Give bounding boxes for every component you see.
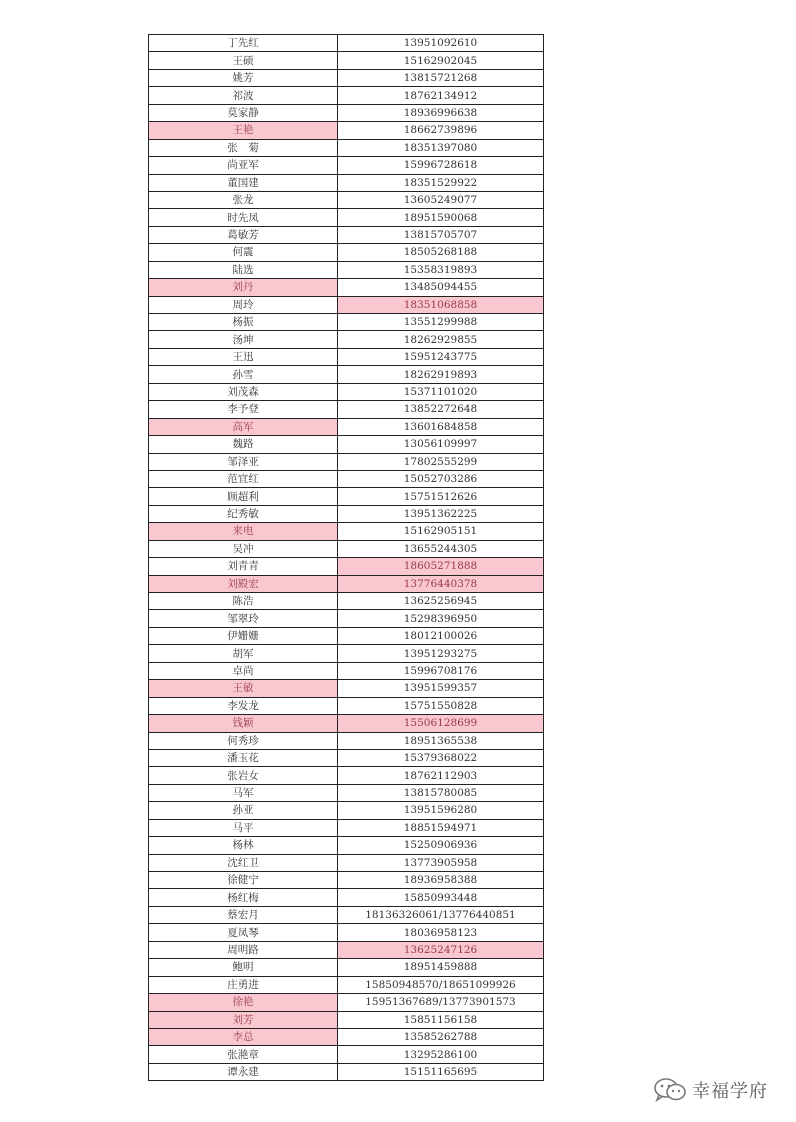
name-cell: 刘丹 — [149, 279, 338, 296]
name-cell: 王硕 — [149, 52, 338, 69]
name-cell: 汤坤 — [149, 331, 338, 348]
name-cell: 杨振 — [149, 314, 338, 331]
phone-cell: 18951365538 — [338, 732, 544, 749]
phone-cell: 15751512626 — [338, 488, 544, 505]
table-row — [149, 540, 544, 557]
phone-cell: 13852272648 — [338, 401, 544, 418]
name-cell: 潘玉花 — [149, 749, 338, 766]
name-cell: 邹翠玲 — [149, 610, 338, 627]
name-cell: 张滟章 — [149, 1046, 338, 1063]
table-row — [149, 418, 544, 435]
phone-cell: 13951293275 — [338, 645, 544, 662]
name-cell: 徐艳 — [149, 994, 338, 1011]
table-row — [149, 1028, 544, 1045]
name-cell: 邹泽亚 — [149, 453, 338, 470]
table-row — [149, 505, 544, 522]
phone-cell: 15298396950 — [338, 610, 544, 627]
phone-cell: 13951596280 — [338, 802, 544, 819]
name-cell: 周玲 — [149, 296, 338, 313]
table-row — [149, 52, 544, 69]
name-cell: 葛敏芳 — [149, 226, 338, 243]
table-row — [149, 331, 544, 348]
table-row — [149, 35, 544, 52]
phone-cell: 18136326061/13776440851 — [338, 906, 544, 923]
phone-cell: 15506128699 — [338, 715, 544, 732]
name-cell: 董国建 — [149, 174, 338, 191]
name-cell: 伊姗姗 — [149, 627, 338, 644]
phone-cell: 17802555299 — [338, 453, 544, 470]
phone-cell: 13625247126 — [338, 941, 544, 958]
phone-cell: 18012100026 — [338, 627, 544, 644]
table-row — [149, 157, 544, 174]
table-row — [149, 976, 544, 993]
contact-table — [148, 34, 544, 1081]
name-cell: 王艳 — [149, 122, 338, 139]
phone-cell: 15850993448 — [338, 889, 544, 906]
watermark — [653, 1075, 768, 1105]
phone-cell: 13056109997 — [338, 436, 544, 453]
phone-cell: 15951243775 — [338, 348, 544, 365]
name-cell: 孙雪 — [149, 366, 338, 383]
phone-cell: 18662739896 — [338, 122, 544, 139]
table-row — [149, 941, 544, 958]
table-row — [149, 645, 544, 662]
name-cell: 姚芳 — [149, 69, 338, 86]
phone-cell: 13815721268 — [338, 69, 544, 86]
name-cell: 钱颖 — [149, 715, 338, 732]
wechat-icon — [653, 1077, 687, 1103]
name-cell: 刘青青 — [149, 558, 338, 575]
table-row — [149, 959, 544, 976]
name-cell: 何秀珍 — [149, 732, 338, 749]
table-row — [149, 139, 544, 156]
table-row — [149, 593, 544, 610]
table-row — [149, 523, 544, 540]
table-row — [149, 889, 544, 906]
name-cell: 孙亚 — [149, 802, 338, 819]
table-row — [149, 87, 544, 104]
phone-cell: 15371101020 — [338, 383, 544, 400]
name-cell: 刘芳 — [149, 1011, 338, 1028]
name-cell: 丁先红 — [149, 35, 338, 52]
phone-cell: 13605249077 — [338, 191, 544, 208]
phone-cell: 18762134912 — [338, 87, 544, 104]
phone-cell: 13295286100 — [338, 1046, 544, 1063]
phone-cell: 13815780085 — [338, 784, 544, 801]
table-row — [149, 994, 544, 1011]
phone-cell: 13815705707 — [338, 226, 544, 243]
table-row — [149, 610, 544, 627]
name-cell: 李总 — [149, 1028, 338, 1045]
phone-cell: 13776440378 — [338, 575, 544, 592]
watermark-text: 幸福学府 — [692, 1081, 768, 1102]
name-cell: 徐健宁 — [149, 872, 338, 889]
phone-cell: 15850948570/18651099926 — [338, 976, 544, 993]
phone-cell: 15358319893 — [338, 261, 544, 278]
phone-cell: 18351397080 — [338, 139, 544, 156]
table-row — [149, 697, 544, 714]
phone-cell: 18351529922 — [338, 174, 544, 191]
name-cell: 李发龙 — [149, 697, 338, 714]
name-cell: 祁波 — [149, 87, 338, 104]
table-row — [149, 226, 544, 243]
table-row — [149, 69, 544, 86]
table-row — [149, 627, 544, 644]
name-cell: 时先凤 — [149, 209, 338, 226]
name-cell: 尚亚军 — [149, 157, 338, 174]
table-row — [149, 784, 544, 801]
table-row — [149, 715, 544, 732]
name-cell: 杨红梅 — [149, 889, 338, 906]
table-row — [149, 261, 544, 278]
table-row — [149, 767, 544, 784]
phone-cell: 18762112903 — [338, 767, 544, 784]
phone-cell: 18951590068 — [338, 209, 544, 226]
table-row — [149, 558, 544, 575]
name-cell: 纪秀敏 — [149, 505, 338, 522]
table-row — [149, 488, 544, 505]
phone-cell: 13773905958 — [338, 854, 544, 871]
name-cell: 庄勇进 — [149, 976, 338, 993]
phone-cell: 15951367689/13773901573 — [338, 994, 544, 1011]
name-cell: 马平 — [149, 819, 338, 836]
name-cell: 莫家静 — [149, 104, 338, 121]
phone-cell: 18605271888 — [338, 558, 544, 575]
table-row — [149, 837, 544, 854]
phone-cell: 18036958123 — [338, 924, 544, 941]
phone-cell: 18262929855 — [338, 331, 544, 348]
phone-cell: 18951459888 — [338, 959, 544, 976]
table-row — [149, 802, 544, 819]
phone-cell: 15162902045 — [338, 52, 544, 69]
name-cell: 刘殿宏 — [149, 575, 338, 592]
table-row — [149, 348, 544, 365]
name-cell: 卓尚 — [149, 662, 338, 679]
phone-cell: 18262919893 — [338, 366, 544, 383]
phone-cell: 13655244305 — [338, 540, 544, 557]
table-row — [149, 1046, 544, 1063]
table-row — [149, 436, 544, 453]
phone-cell: 15250906936 — [338, 837, 544, 854]
name-cell: 杨林 — [149, 837, 338, 854]
table-row — [149, 470, 544, 487]
phone-cell: 15162905151 — [338, 523, 544, 540]
name-cell: 胡军 — [149, 645, 338, 662]
table-row — [149, 662, 544, 679]
table-row — [149, 872, 544, 889]
name-cell: 吴冲 — [149, 540, 338, 557]
name-cell: 蔡宏月 — [149, 906, 338, 923]
table-row — [149, 383, 544, 400]
contact-table-body — [149, 35, 544, 1081]
phone-cell: 13951599357 — [338, 680, 544, 697]
name-cell: 张 菊 — [149, 139, 338, 156]
table-row — [149, 296, 544, 313]
name-cell: 王迅 — [149, 348, 338, 365]
table-row — [149, 453, 544, 470]
phone-cell: 15052703286 — [338, 470, 544, 487]
table-row — [149, 174, 544, 191]
name-cell: 李予登 — [149, 401, 338, 418]
phone-cell: 18851594971 — [338, 819, 544, 836]
table-row — [149, 732, 544, 749]
name-cell: 王敏 — [149, 680, 338, 697]
phone-cell: 13585262788 — [338, 1028, 544, 1045]
phone-cell: 18936996638 — [338, 104, 544, 121]
name-cell: 鲍明 — [149, 959, 338, 976]
phone-cell: 15996728618 — [338, 157, 544, 174]
phone-cell: 15851156158 — [338, 1011, 544, 1028]
table-row — [149, 819, 544, 836]
name-cell: 张岩女 — [149, 767, 338, 784]
table-row — [149, 906, 544, 923]
name-cell: 顾超利 — [149, 488, 338, 505]
name-cell: 谭永建 — [149, 1063, 338, 1080]
name-cell: 马军 — [149, 784, 338, 801]
phone-cell: 13551299988 — [338, 314, 544, 331]
phone-cell: 18505268188 — [338, 244, 544, 261]
name-cell: 来电 — [149, 523, 338, 540]
phone-cell: 13601684858 — [338, 418, 544, 435]
table-row — [149, 104, 544, 121]
phone-cell: 13951362225 — [338, 505, 544, 522]
name-cell: 陈浩 — [149, 593, 338, 610]
phone-cell: 15151165695 — [338, 1063, 544, 1080]
table-row — [149, 1063, 544, 1080]
name-cell: 何震 — [149, 244, 338, 261]
table-row — [149, 1011, 544, 1028]
name-cell: 陆选 — [149, 261, 338, 278]
name-cell: 张龙 — [149, 191, 338, 208]
name-cell: 周明路 — [149, 941, 338, 958]
table-row — [149, 854, 544, 871]
phone-cell: 13625256945 — [338, 593, 544, 610]
name-cell: 高军 — [149, 418, 338, 435]
name-cell: 刘茂森 — [149, 383, 338, 400]
table-row — [149, 244, 544, 261]
phone-cell: 15751550828 — [338, 697, 544, 714]
table-row — [149, 749, 544, 766]
table-row — [149, 314, 544, 331]
phone-cell: 15996708176 — [338, 662, 544, 679]
phone-cell: 18936958388 — [338, 872, 544, 889]
table-row — [149, 366, 544, 383]
table-row — [149, 209, 544, 226]
name-cell: 魏路 — [149, 436, 338, 453]
name-cell: 夏凤琴 — [149, 924, 338, 941]
name-cell: 沈红卫 — [149, 854, 338, 871]
table-row — [149, 575, 544, 592]
table-row — [149, 122, 544, 139]
table-row — [149, 924, 544, 941]
table-row — [149, 401, 544, 418]
table-row — [149, 680, 544, 697]
phone-cell: 15379368022 — [338, 749, 544, 766]
table-row — [149, 279, 544, 296]
name-cell: 范宜红 — [149, 470, 338, 487]
phone-cell: 13951092610 — [338, 35, 544, 52]
table-row — [149, 191, 544, 208]
phone-cell: 13485094455 — [338, 279, 544, 296]
phone-cell: 18351068858 — [338, 296, 544, 313]
